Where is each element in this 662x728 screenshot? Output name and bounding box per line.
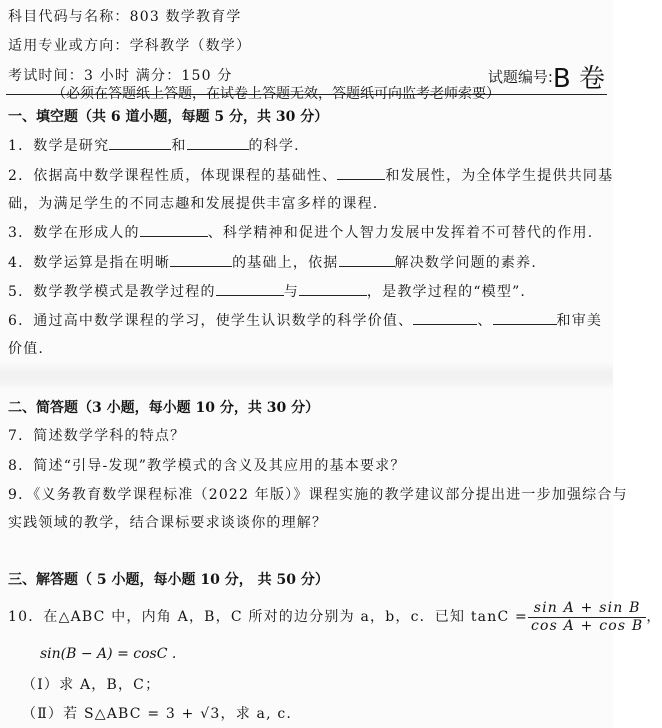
time-line: 考试时间：3 小时 满分：150 分	[8, 68, 233, 84]
question-7: 7．简述数学学科的特点？	[8, 428, 186, 444]
answer-blank	[140, 223, 208, 237]
question-10-part-2: （Ⅱ）若 S△ABC = 3 + √3，求 a, c.	[22, 706, 293, 722]
question-2-cont: 础，为满足学生的不同志趣和发展提供丰富多样的课程.	[8, 196, 379, 212]
question-9: 9．《义务教育数学课程标准（2022 年版）》课程实施的教学建议部分提出进一步加强综合与	[8, 487, 628, 503]
page-fold	[0, 362, 613, 390]
answer-blank	[187, 136, 249, 150]
question-3: 3．数学在形成人的 、科学精神和促进个人智力发展中发挥着不可替代的作用.	[8, 225, 594, 241]
section2-title: 二、简答题（3 小题，每小题 10 分，共 30 分）	[8, 400, 320, 416]
exam-code-value: B 卷	[552, 64, 605, 94]
question-8: 8．简述“引导-发现”教学模式的含义及其应用的基本要求？	[8, 458, 406, 474]
question-9-cont: 实践领域的教学，结合课标要求谈谈你的理解？	[8, 515, 328, 531]
question-1: 1．数学是研究 和 的科学.	[8, 138, 300, 154]
question-6-cont: 价值.	[8, 341, 45, 357]
section3-title: 三、解答题（ 5 小题，每小题 10 分， 共 50 分）	[8, 572, 329, 588]
section1-title: 一、填空题（共 6 道小题，每题 5 分，共 30 分）	[8, 109, 329, 125]
question-5: 5．数学教学模式是教学过程的 与 ，是教学过程的“模型”.	[8, 284, 527, 300]
answer-blank	[216, 282, 284, 296]
answer-blank	[493, 311, 557, 325]
answer-blank	[170, 253, 232, 267]
subject-line: 科目代码与名称：803 数学教育学	[8, 9, 242, 25]
answer-blank	[413, 311, 477, 325]
answer-blank	[299, 282, 367, 296]
question-4: 4．数学运算是指在明晰 的基础上，依据 解决数学问题的素养.	[8, 255, 537, 271]
tan-fraction: $\frac{\text{sin A + sin B}}{\text{cos A + cos B}}$	[528, 600, 646, 635]
question-6: 6．通过高中数学课程的学习，使学生认识数学的科学价值、 、 和审美	[8, 313, 603, 329]
question-10: 10．在△ABC 中，内角 A，B，C 所对的边分别为 a，b，c．已知 tanC = $\frac{\text{sin A + sin B}}{\text{cos A + cos B}}$ ，	[8, 599, 662, 634]
cropped-top-line	[300, 0, 450, 4]
answer-blank	[337, 166, 385, 180]
answer-blank	[109, 136, 171, 150]
question-2: 2．依据高中数学课程性质，体现课程的基础性、 和发展性，为全体学生提供共同基	[8, 168, 614, 184]
answer-blank	[339, 253, 395, 267]
major-line: 适用专业或方向：学科教学（数学）	[8, 38, 252, 54]
question-10-condition: sin(B − A) = cosC .	[40, 646, 177, 662]
exam-code-label: 试题编号:	[487, 68, 553, 86]
notice: （必须在答题纸上答题，在试卷上答题无效，答题纸可向监考老师索要）	[52, 86, 500, 102]
question-10-part-1: （Ⅰ）求 A，B，C；	[22, 677, 161, 693]
